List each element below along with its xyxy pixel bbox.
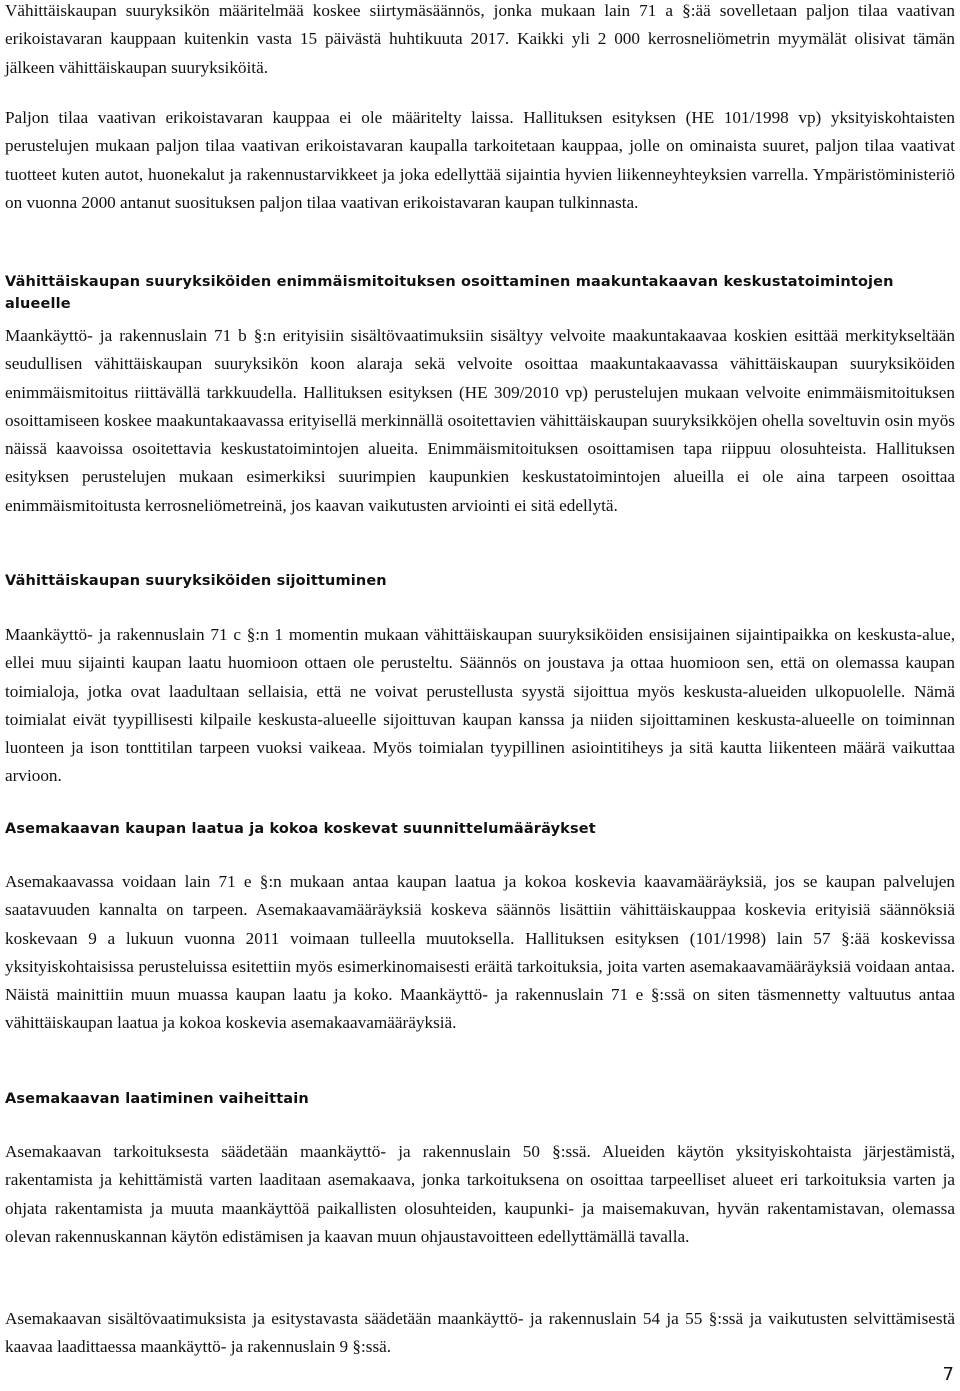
paragraph-planning-regulations: Asemakaavassa voidaan lain 71 e §:n mukaan antaa kaupan laatua ja kokoa koskevia kaavamääräyksiä, jos se kaupan palvelujen saatavuuden kannalta on tarpeen. Asemakaavamääräyksiä koskeva säännös lisättiin vähittäiskauppaa koskevia erityisiä säännöksiä koskevaan 9 a lukuun vuonna 2011 voimaan tulleella muutoksella. Hallituksen esityksen (101/1998) lain 57 §:ää koskevissa yksityiskohtaisissa perusteluissa esitettiin myös esimerkinomaisesti eräitä tarkoituksia, joita varten asemakaavamääräyksiä voidaan antaa. Näistä mainittiin muun muassa kaupan laatu ja koko. Maankäyttö- ja rakennuslain 71 e §:ssä on siten täsmennetty valtuutus antaa vähittäiskaupan laatua ja kokoa koskevia asemakaavamääräyksiä.: [5, 872, 955, 1033]
paragraph-location: Maankäyttö- ja rakennuslain 71 c §:n 1 momentin mukaan vähittäiskaupan suuryksiköiden ensisijainen sijaintipaikka on keskusta-alue, ellei muu sijainti kaupan laatu huomioon ottaen ole perusteltu. Säännös on joustava ja ottaa huomioon sen, että on olemassa kaupan toimialoja, jotka ovat laadultaan sellaisia, että ne voivat perustellusta syystä sijoittua myös keskusta-alueiden ulkopuolelle. Nämä toimialat eivät tyypillisesti kilpaile keskusta-alueelle sijoittuvan kaupan kanssa ja niiden sijoittaminen keskusta-alueelle on toiminnan luonteen ja ison tonttitilan tarpeen vuoksi vaikeaa. Myös toimialan tyypillinen asiointitiheys ja sitä kautta liikenteen määrä vaikuttaa arvioon.: [5, 625, 955, 786]
section-heading-phased-plan: Asemakaavan laatiminen vaiheittain: [5, 1091, 309, 1107]
paragraph-transition-provision: Vähittäiskaupan suuryksikön määritelmää koskee siirtymäsäännös, jonka mukaan lain 71 a §:ää sovelletaan paljon tilaa vaativan erikoistavaran kauppaan kuitenkin vasta 15 päivästä huhtikuuta 2017. Kaikki yli 2 000 kerrosneliömetrin myymälät olisivat tämän jälkeen vähittäiskaupan suuryksiköitä.: [5, 1, 955, 77]
section-heading-max-dimensioning: Vähittäiskaupan suuryksiköiden enimmäismitoituksen osoittaminen maakuntakaavan keskustatoimintojen alueelle: [5, 274, 894, 312]
section-heading-location: Vähittäiskaupan suuryksiköiden sijoittuminen: [5, 573, 387, 589]
paragraph-plan-content-requirements: Asemakaavan sisältövaatimuksista ja esitystavasta säädetään maankäyttö- ja rakennuslain 54 ja 55 §:ssä ja vaikutusten selvittämisestä kaavaa laadittaessa maankäyttö- ja rakennuslain 9 §:ssä.: [5, 1309, 955, 1357]
section-heading-planning-regulations: Asemakaavan kaupan laatua ja kokoa koskevat suunnittelumääräykset: [5, 821, 596, 837]
page-number: 7: [942, 1364, 954, 1385]
paragraph-space-demanding-goods: Paljon tilaa vaativan erikoistavaran kauppaa ei ole määritelty laissa. Hallituksen esityksen (HE 101/1998 vp) yksityiskohtaisten perustelujen mukaan paljon tilaa vaativan erikoistavaran kaupalla tarkoitetaan kauppaa, jolle on ominaista suuret, paljon tilaa vaativat tuotteet kuten autot, huonekalut ja rakennustarvikkeet ja joka edellyttää sijaintia hyvien liikenneyhteyksien varrella. Ympäristöministeriö on vuonna 2000 antanut suosituksen paljon tilaa vaativan erikoistavaran kaupan tulkinnasta.: [5, 108, 955, 212]
paragraph-max-dimensioning: Maankäyttö- ja rakennuslain 71 b §:n erityisiin sisältövaatimuksiin sisältyy velvoite maakuntakaavaa koskien esittää merkitykseltään seudullisen vähittäiskaupan suuryksikön koon alaraja sekä velvoite osoittaa maakuntakaavassa vähittäiskaupan suuryksiköiden enimmäismitoitus riittävällä tarkkuudella. Hallituksen esityksen (HE 309/2010 vp) perustelujen mukaan velvoite enimmäismitoituksen osoittamiseen koskee maakuntakaavassa erityisellä merkinnällä osoitettavien vähittäiskaupan suuryksikköjen ohella soveltuvin osin myös näissä kaavoissa osoitettavia keskustatoimintojen alueita. Enimmäismitoituksen osoittamisen tapa riippuu olosuhteista. Hallituksen esityksen perustelujen mukaan esimerkiksi suurimpien kaupunkien keskustatoimintojen alueilla ei ole aina tarpeen osoittaa enimmäismitoitusta kerrosneliömetreinä, jos kaavan vaikutusten arviointi ei sitä edellytä.: [5, 326, 955, 515]
paragraph-plan-purpose: Asemakaavan tarkoituksesta säädetään maankäyttö- ja rakennuslain 50 §:ssä. Alueiden käytön yksityiskohtaista järjestämistä, rakentamista ja kehittämistä varten laaditaan asemakaava, jonka tarkoituksena on osoittaa tarpeelliset alueet eri tarkoituksia varten ja ohjata rakentamista ja muuta maankäyttöä paikallisten olosuhteiden, kaupunki- ja maisemakuvan, hyvän rakentamistavan, olemassa olevan rakennuskannan käytön edistämisen ja kaavan muun ohjaustavoitteen edellyttämällä tavalla.: [5, 1142, 955, 1246]
